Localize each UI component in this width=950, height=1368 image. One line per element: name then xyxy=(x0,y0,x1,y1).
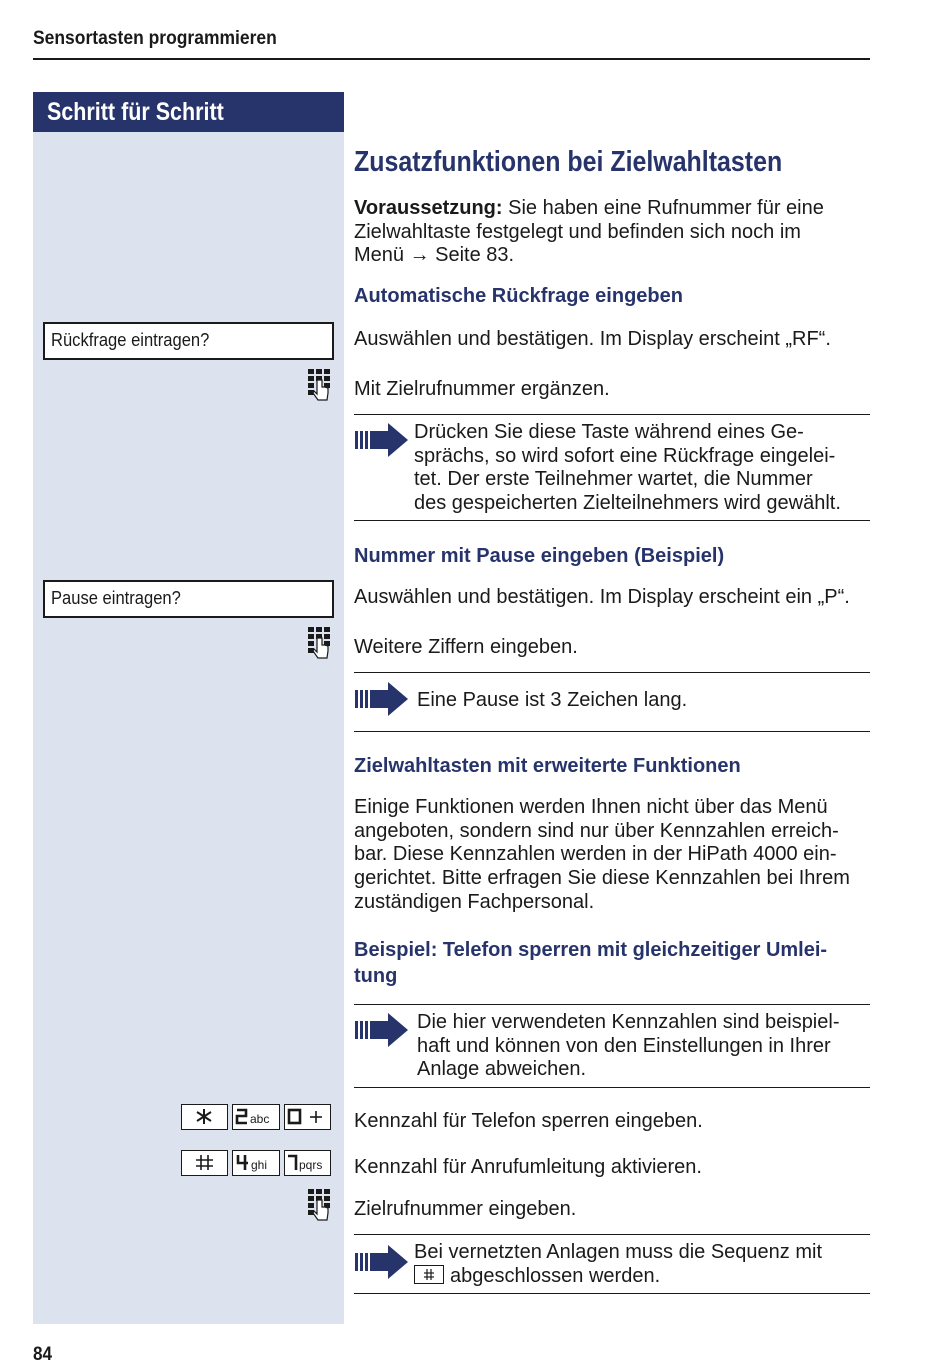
keypad-icon xyxy=(306,1188,332,1222)
step-text: Kennzahl für Telefon sperren eingeben. xyxy=(354,1110,703,1132)
step-text: Weitere Ziffern eingeben. xyxy=(354,636,578,658)
body-line: Einige Funktionen werden Ihnen nicht über das Menü xyxy=(354,796,828,818)
svg-text:pqrs: pqrs xyxy=(299,1158,323,1172)
note-rule-bottom xyxy=(354,731,870,732)
note-line: haft und können von den Einstellungen in Ihrer xyxy=(417,1035,831,1057)
key-0plus-icon xyxy=(284,1104,331,1130)
note-line: sprächs, so wird sofort eine Rückfrage eingelei- xyxy=(414,445,836,467)
prerequisite-line-3: Menü → Seite 83. xyxy=(354,244,515,266)
note-line: Bei vernetzten Anlagen muss die Sequenz mit xyxy=(414,1241,823,1263)
sidebar-title: Schritt für Schritt xyxy=(47,98,224,126)
section-heading-rueckfrage: Automatische Rückfrage eingeben xyxy=(354,285,683,307)
prerequisite-line-1 xyxy=(354,196,824,220)
note-line-with-key xyxy=(414,1264,660,1288)
note-rule-top xyxy=(354,414,870,415)
display-pause-text: Pause eintragen? xyxy=(51,588,181,608)
display-rueckfrage xyxy=(43,322,334,360)
body-line: gerichtet. Bitte erfragen Sie diese Kennzahlen bei Ihrem xyxy=(354,867,850,889)
page-number: 84 xyxy=(33,1344,53,1365)
page-title: Zusatzfunktionen bei Zielwahltasten xyxy=(354,146,783,178)
arrow-note-icon xyxy=(354,422,409,458)
step-text: Kennzahl für Anrufumleitung aktivieren. xyxy=(354,1156,702,1178)
note-rule-bottom xyxy=(354,1087,870,1088)
header-rule xyxy=(33,58,870,60)
note-line: tet. Der erste Teilnehmer wartet, die Nummer xyxy=(414,468,813,490)
note-text: abgeschlossen werden. xyxy=(450,1265,661,1287)
note-line: des gespeicherten Zielteilnehmers wird gewählt. xyxy=(414,492,841,514)
sidebar-title-bar xyxy=(33,92,344,132)
note-rule-bottom xyxy=(354,520,870,521)
keypad-icon xyxy=(306,368,332,402)
section-heading-pause: Nummer mit Pause eingeben (Beispiel) xyxy=(354,545,725,567)
note-line: Die hier verwendeten Kennzahlen sind beispiel- xyxy=(417,1011,840,1033)
arrow-note-icon xyxy=(354,1012,409,1048)
body-line: bar. Diese Kennzahlen werden in der HiPath 4000 ein- xyxy=(354,843,837,865)
section-heading-beispiel: Beispiel: Telefon sperren mit gleichzeitiger Umlei- xyxy=(354,939,828,961)
sidebar-panel xyxy=(33,92,344,1324)
display-pause xyxy=(43,580,334,618)
arrow-note-icon xyxy=(354,1244,409,1280)
note-line: Drücken Sie diese Taste während eines Ge- xyxy=(414,421,804,443)
step-text: Zielrufnummer eingeben. xyxy=(354,1198,577,1220)
body-line: angeboten, sondern sind nur über Kennzahlen erreich- xyxy=(354,820,839,842)
prerequisite-text: Sie haben eine Rufnummer für eine xyxy=(502,197,824,219)
svg-text:ghi: ghi xyxy=(251,1158,268,1172)
running-header: Sensortasten programmieren xyxy=(33,28,277,49)
prerequisite-label: Voraussetzung: xyxy=(354,197,503,219)
note-line: Anlage abweichen. xyxy=(417,1058,587,1080)
note-rule-bottom xyxy=(354,1293,870,1294)
note-rule-top xyxy=(354,672,870,673)
prerequisite-line-2: Zielwahltaste festgelegt und befinden sich noch im xyxy=(354,221,801,243)
key-2abc-icon xyxy=(232,1104,280,1130)
body-line: zuständigen Fachpersonal. xyxy=(354,891,595,913)
key-hash-icon xyxy=(181,1150,228,1176)
key-4ghi-icon xyxy=(232,1150,280,1176)
step-text: Auswählen und bestätigen. Im Display erscheint ein „P“. xyxy=(354,586,850,608)
note-line: Eine Pause ist 3 Zeichen lang. xyxy=(417,689,688,711)
note-rule-top xyxy=(354,1234,870,1235)
section-heading-beispiel-cont: tung xyxy=(354,965,398,987)
arrow-note-icon xyxy=(354,681,409,717)
key-hash-icon xyxy=(414,1265,444,1284)
step-text: Auswählen und bestätigen. Im Display erscheint „RF“. xyxy=(354,328,831,350)
svg-text:abc: abc xyxy=(250,1112,270,1126)
key-7pqrs-icon xyxy=(284,1150,331,1176)
display-rueckfrage-text: Rückfrage eintragen? xyxy=(51,330,210,350)
key-star-icon xyxy=(181,1104,228,1130)
section-heading-erweitert: Zielwahltasten mit erweiterte Funktionen xyxy=(354,755,741,777)
step-text: Mit Zielrufnummer ergänzen. xyxy=(354,378,610,400)
note-rule-top xyxy=(354,1004,870,1005)
keypad-icon xyxy=(306,626,332,660)
